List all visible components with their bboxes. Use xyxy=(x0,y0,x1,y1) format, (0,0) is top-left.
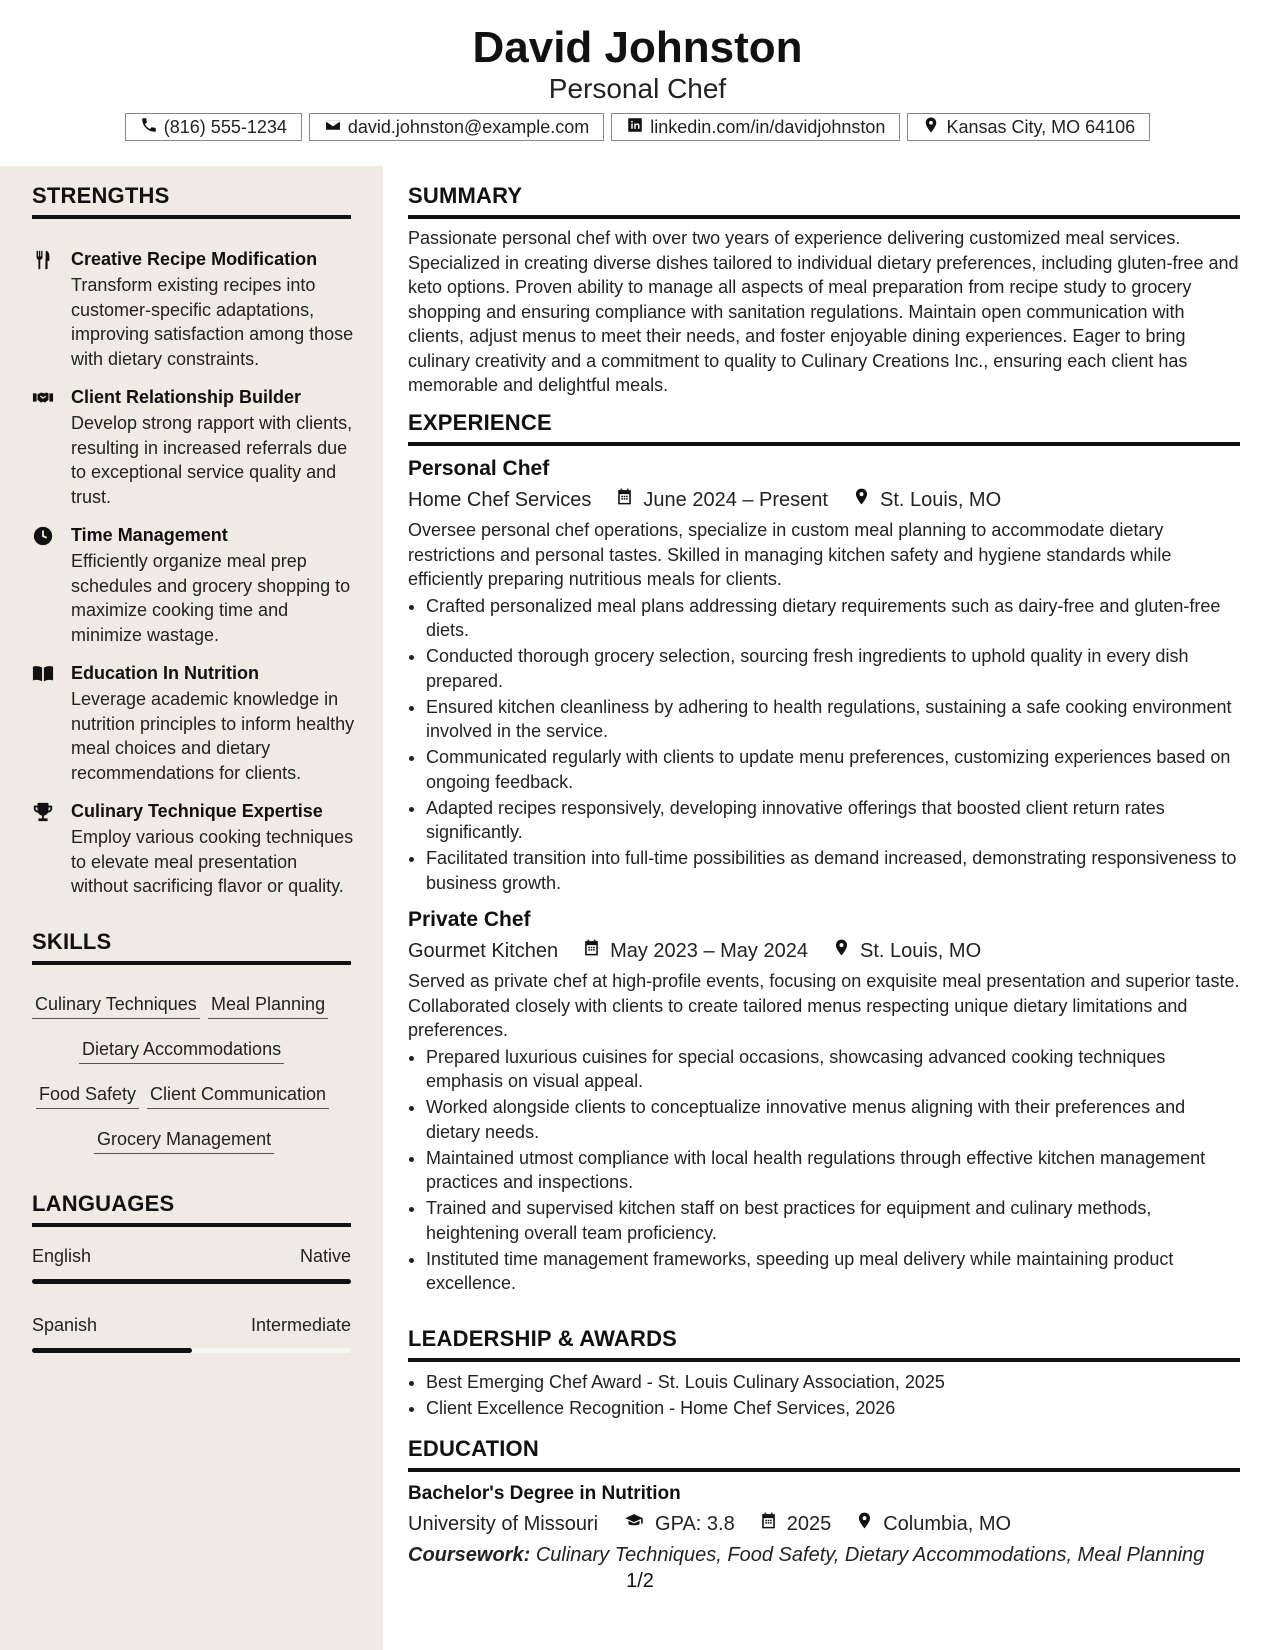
job-company: Home Chef Services xyxy=(408,489,592,511)
map-pin-icon xyxy=(852,487,871,513)
language-name: Spanish xyxy=(32,1315,98,1335)
job-entry xyxy=(408,907,1240,1296)
skill-tag: Client Communication xyxy=(147,1083,329,1109)
job-bullets xyxy=(408,594,1240,896)
strength-title: Education In Nutrition xyxy=(71,663,259,683)
job-bullet: • Worked alongside clients to conceptualize innovative menus aligning with their preferences and dietary needs. xyxy=(426,1095,1240,1144)
job-bullets xyxy=(408,1045,1240,1296)
skill-tag: Meal Planning xyxy=(208,993,328,1019)
language-name: English xyxy=(32,1246,92,1266)
awards-list xyxy=(408,1370,1240,1421)
contact-phone-text: (816) 555-1234 xyxy=(163,116,287,137)
calendar-icon xyxy=(615,487,634,513)
job-bullet: • Ensured kitchen cleanliness by adhering to health regulations, sustaining a safe cooking environment involved in the service. xyxy=(426,695,1240,744)
job-bullet: • Prepared luxurious cuisines for special occasions, showcasing advanced cooking techniques emphasis on visual appeal. xyxy=(426,1045,1240,1094)
award-item: • Client Excellence Recognition - Home Chef Services, 2026 xyxy=(426,1396,1240,1421)
contact-linkedin-text: linkedin.com/in/davidjohnston xyxy=(650,116,886,137)
strengths-heading: STRENGTHS xyxy=(32,183,351,219)
map-pin-icon xyxy=(832,938,851,964)
contact-location-text: Kansas City, MO 64106 xyxy=(946,116,1136,137)
skill-tag: Dietary Accommodations xyxy=(79,1038,284,1064)
skill-tag: Grocery Management xyxy=(94,1128,274,1154)
job-bullet: • Conducted thorough grocery selection, sourcing fresh ingredients to uphold quality in every dish prepared. xyxy=(426,644,1240,693)
skill-tag: Culinary Techniques xyxy=(32,993,200,1019)
envelope-icon xyxy=(324,116,342,139)
experience-heading: EXPERIENCE xyxy=(408,410,1240,446)
job-dates: May 2023 – May 2024 xyxy=(610,940,808,962)
calendar-icon xyxy=(759,1511,778,1537)
job-entry xyxy=(408,456,1240,895)
coursework-list: Culinary Techniques, Food Safety, Dietary Accommodations, Meal Planning xyxy=(535,1544,1205,1566)
phone-icon xyxy=(140,116,158,139)
job-bullet: • Trained and supervised kitchen staff on best practices for equipment and culinary methods, heightening overall team proficiency. xyxy=(426,1196,1240,1245)
handshake-icon xyxy=(32,387,54,409)
job-description: Served as private chef at high-profile events, focusing on exquisite meal presentation and superior taste. Collaborated closely with clients to create tailored menus respecting unique dietary limitations and preferences. xyxy=(408,971,1240,1040)
awards-heading: LEADERSHIP & AWARDS xyxy=(408,1326,1240,1362)
job-bullet: • Instituted time management frameworks, speeding up meal delivery while maintaining product excellence. xyxy=(426,1247,1240,1296)
utensils-icon xyxy=(32,249,54,271)
contact-phone xyxy=(125,113,302,141)
coursework xyxy=(408,1542,1240,1568)
linkedin-icon xyxy=(626,116,644,139)
job-bullet: • Communicated regularly with clients to update menu preferences, customizing experiences based on ongoing feedback. xyxy=(426,745,1240,794)
contact-email-text: david.johnston@example.com xyxy=(347,116,590,137)
job-title: Personal Chef xyxy=(408,457,550,480)
strength-desc: Employ various cooking techniques to elevate meal presentation without sacrificing flavor or quality. xyxy=(71,827,354,896)
trophy-icon xyxy=(32,801,54,823)
sidebar xyxy=(0,166,383,1650)
language-proficiency-bar xyxy=(32,1348,351,1353)
strength-desc: Develop strong rapport with clients, resulting in increased referrals due to exceptional service quality and trust. xyxy=(71,413,353,507)
job-dates: June 2024 – Present xyxy=(643,489,828,511)
summary-text: Passionate personal chef with over two years of experience delivering customized meal services. Specialized in creating diverse dishes tailored to individual dietary preferences, including gluten-free and keto options. Proven ability to manage all aspects of meal preparation from recipe study to grocery shopping and ensuring compliance with sanitation regulations. Maintain open communication with clients, adjust menus to meet their needs, and foster enjoyable dining experiences. Eager to bring culinary creativity and a commitment to quality to Culinary Creations Inc., ensuring each client has memorable and delightful meals. xyxy=(408,228,1239,395)
strength-desc: Efficiently organize meal prep schedules and grocery shopping to maximize cooking time and minimize wastage. xyxy=(71,551,351,645)
languages-section xyxy=(32,1191,351,1391)
job-location: St. Louis, MO xyxy=(859,940,982,962)
strengths-section xyxy=(32,183,355,896)
strength-title: Time Management xyxy=(71,525,228,545)
map-pin-icon xyxy=(922,116,940,139)
job-meta xyxy=(408,487,1240,513)
job-description: Oversee personal chef operations, specialize in custom meal planning to accommodate dietary restrictions and personal tastes. Skilled in managing kitchen safety and hygiene standards while efficiently preparing nutritious meals for clients. xyxy=(408,520,1172,589)
language-proficiency-fill xyxy=(32,1279,351,1284)
book-icon xyxy=(32,663,54,685)
contact-linkedin[interactable] xyxy=(611,113,900,141)
strength-title: Client Relationship Builder xyxy=(71,387,302,407)
skill-tag: Food Safety xyxy=(36,1083,139,1109)
language-proficiency-bar xyxy=(32,1279,351,1284)
education-section xyxy=(408,1436,1240,1568)
job-title: Private Chef xyxy=(408,908,531,931)
contact-location xyxy=(907,113,1150,141)
award-item: • Best Emerging Chef Award - St. Louis Culinary Association, 2025 xyxy=(426,1370,1240,1395)
language-proficiency-fill xyxy=(32,1348,192,1353)
job-bullet: • Crafted personalized meal plans addressing dietary requirements such as dairy-free and gluten-free diets. xyxy=(426,594,1240,643)
education-location: Columbia, MO xyxy=(883,1513,1012,1535)
awards-section xyxy=(408,1326,1240,1422)
contact-bar xyxy=(0,113,1275,141)
contact-email[interactable] xyxy=(309,113,604,141)
education-gpa: GPA: 3.8 xyxy=(655,1513,735,1535)
strength-desc: Leverage academic knowledge in nutrition principles to inform healthy meal choices and dietary recommendations for clients. xyxy=(71,689,355,783)
skills-section xyxy=(32,929,351,1169)
candidate-role: Personal Chef xyxy=(548,73,727,104)
graduation-cap-icon xyxy=(622,1511,646,1537)
languages-heading: LANGUAGES xyxy=(32,1191,351,1227)
education-year: 2025 xyxy=(786,1513,832,1535)
candidate-name: David Johnston xyxy=(472,23,803,72)
map-pin-icon xyxy=(855,1511,874,1537)
experience-section xyxy=(408,410,1240,1297)
strength-title: Culinary Technique Expertise xyxy=(71,801,323,821)
strength-desc: Transform existing recipes into customer-specific adaptations, improving satisfaction among those with dietary constraints. xyxy=(71,275,354,369)
job-bullet: • Facilitated transition into full-time possibilities as demand increased, demonstrating responsiveness to business growth. xyxy=(426,846,1240,895)
summary-section xyxy=(408,183,1240,398)
page-number: 1/2 xyxy=(626,1570,654,1592)
degree-title: Bachelor's Degree in Nutrition xyxy=(408,1483,681,1504)
calendar-icon xyxy=(582,938,601,964)
job-company: Gourmet Kitchen xyxy=(408,940,559,962)
school-name: University of Missouri xyxy=(408,1513,599,1535)
coursework-label: Coursework: xyxy=(408,1544,531,1566)
language-level: Intermediate xyxy=(250,1315,351,1335)
job-meta xyxy=(408,938,1240,964)
education-meta xyxy=(408,1511,1240,1537)
job-bullet: • Maintained utmost compliance with local health regulations through effective kitchen management practices and inspections. xyxy=(426,1146,1240,1195)
strength-title: Creative Recipe Modification xyxy=(71,249,318,269)
job-bullet: • Adapted recipes responsively, developing innovative offerings that boosted client return rates significantly. xyxy=(426,796,1240,845)
education-heading: EDUCATION xyxy=(408,1436,1240,1472)
skills-heading: SKILLS xyxy=(32,929,351,965)
clock-icon xyxy=(32,525,54,547)
resume-header xyxy=(0,0,1275,166)
summary-heading: SUMMARY xyxy=(408,183,1240,219)
language-level: Native xyxy=(299,1246,351,1266)
job-location: St. Louis, MO xyxy=(880,489,1002,511)
